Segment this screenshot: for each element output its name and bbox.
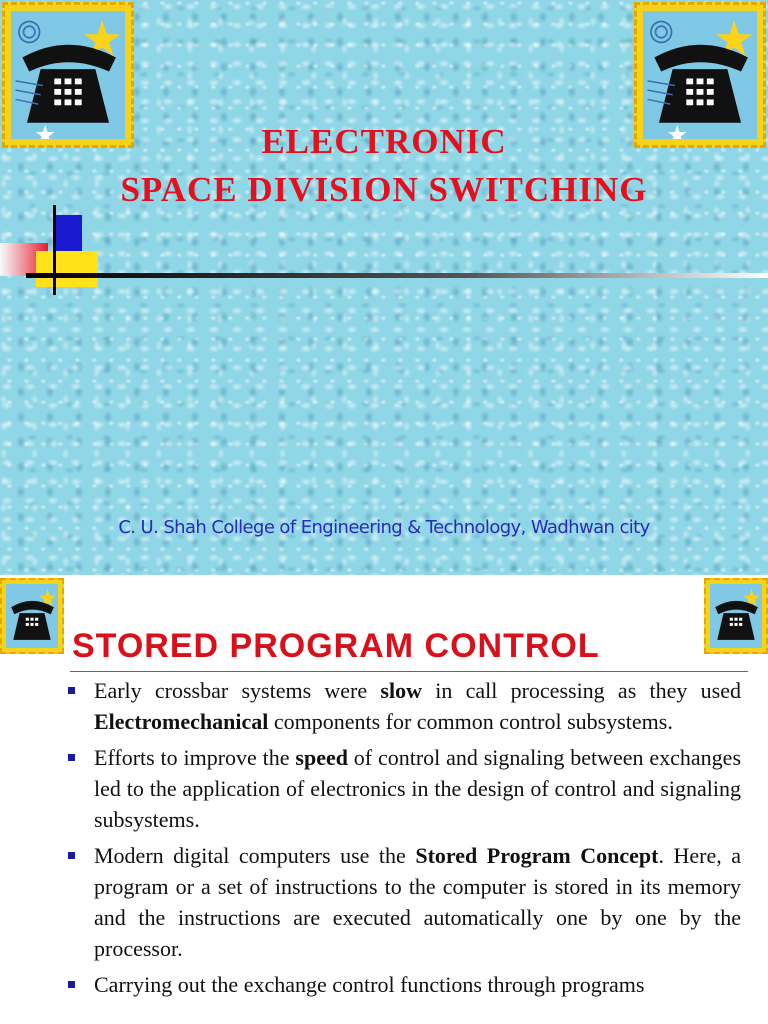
bullet-text: Carrying out the exchange control functions through programs	[94, 972, 645, 997]
slide-title-line-1: ELECTRONIC	[261, 122, 507, 161]
telephone-stamp-icon	[704, 578, 768, 654]
list-item	[60, 969, 741, 1000]
bullet-text: Modern digital computers use the Stored Program Concept. Here, a program or a set of instructions to the computer is stored in its memory and the instructions are executed automatically one by one by the processor.	[94, 843, 741, 961]
square-bullet-icon	[68, 852, 75, 859]
bullet-list	[60, 675, 741, 1005]
telephone-stamp-icon	[0, 578, 64, 654]
heading-divider	[70, 671, 748, 672]
list-item	[60, 675, 741, 737]
slide-title-line-2: SPACE DIVISION SWITCHING	[120, 170, 648, 209]
college-subtitle: C. U. Shah College of Engineering & Technology, Wadhwan city	[118, 517, 650, 538]
square-bullet-icon	[68, 687, 75, 694]
color-block-decoration	[0, 205, 768, 295]
bullet-text: Early crossbar systems were slow in call processing as they used Electromechanical components for common control subsystems.	[94, 678, 741, 734]
slide-heading: STORED PROGRAM CONTROL	[72, 627, 600, 665]
list-item	[60, 840, 741, 964]
content-slide	[0, 575, 768, 1024]
square-bullet-icon	[68, 981, 75, 988]
list-item	[60, 742, 741, 835]
square-bullet-icon	[68, 754, 75, 761]
bullet-text: Efforts to improve the speed of control and signaling between exchanges led to the application of electronics in the design of control and signaling subsystems.	[94, 745, 742, 832]
